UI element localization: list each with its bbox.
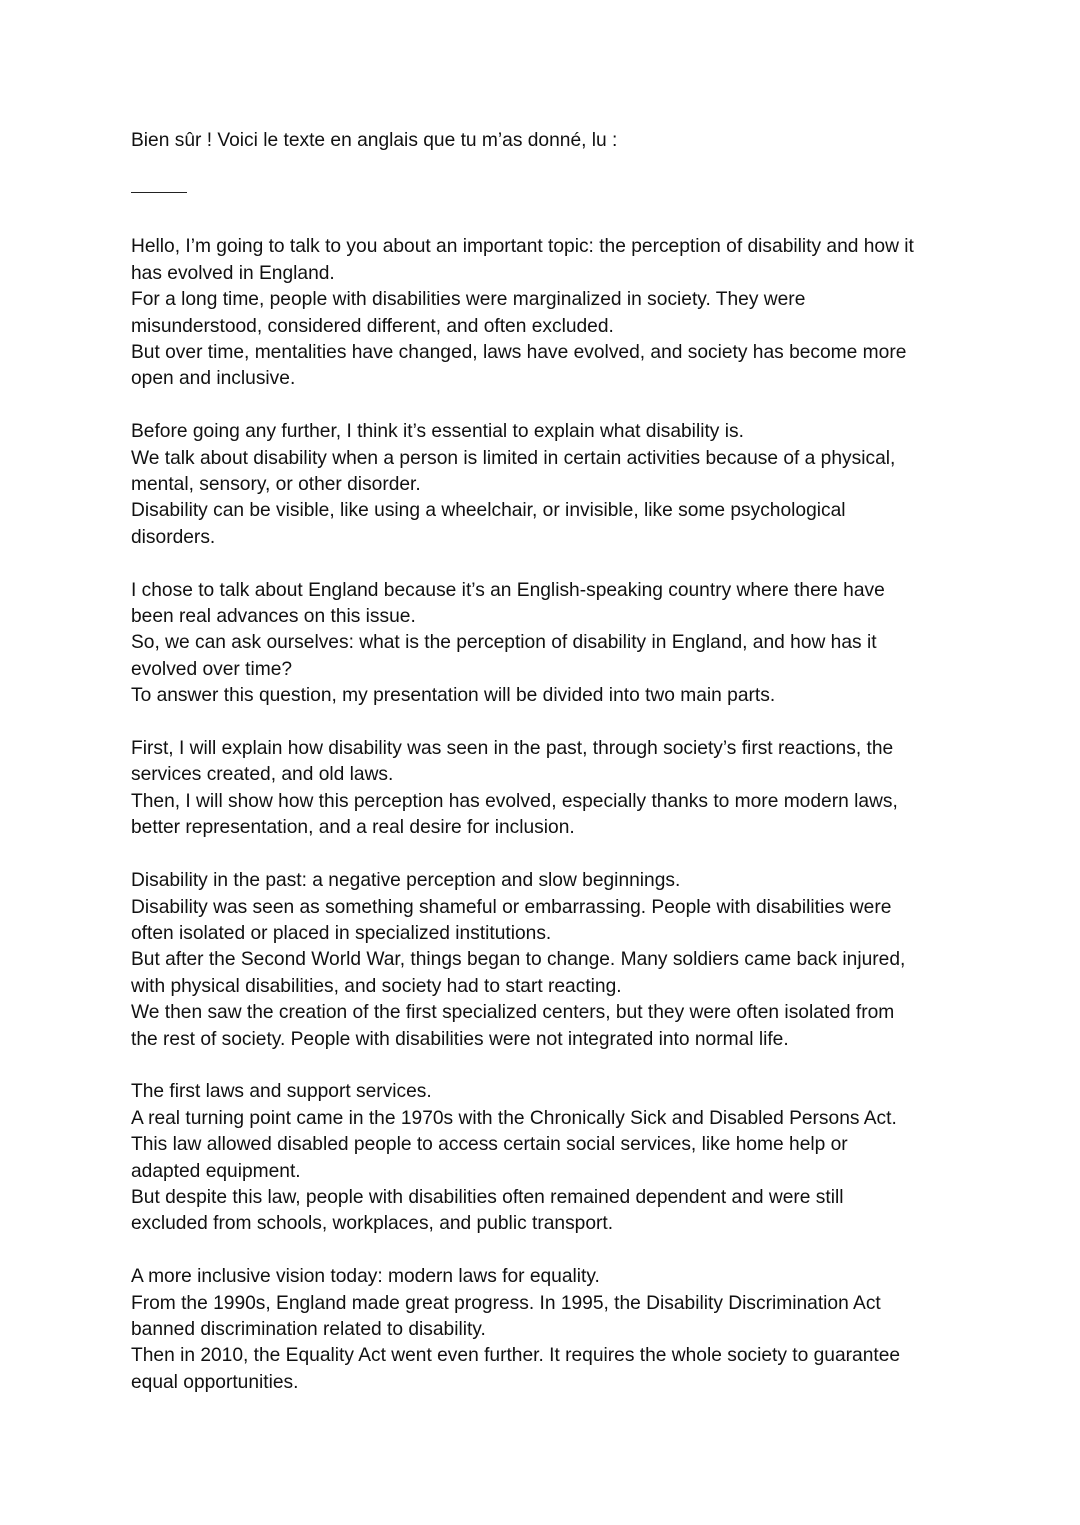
text-line: A real turning point came in the 1970s with the Chronically Sick and Disabled Persons Act. [131, 1107, 897, 1129]
spacer [131, 193, 961, 234]
paragraph-2 [131, 419, 961, 551]
paragraph-6 [131, 1079, 961, 1237]
text-line: Disability can be visible, like using a wheelchair, or invisible, like some psychological [131, 500, 846, 522]
text-line: Then in 2010, the Equality Act went even further. It requires the whole society to guarantee [131, 1345, 901, 1367]
text-line: I chose to talk about England because it’s an English-speaking country where there have [131, 579, 885, 601]
paragraph-4 [131, 736, 961, 842]
text-line: been real advances on this issue. [131, 606, 416, 628]
text-line: So, we can ask ourselves: what is the perception of disability in England, and how has it [131, 632, 877, 654]
paragraph-5 [131, 868, 961, 1053]
paragraph-gap [131, 1238, 961, 1264]
text-line: We then saw the creation of the first specialized centers, but they were often isolated from [131, 1002, 895, 1024]
text-line: better representation, and a real desire for inclusion. [131, 817, 575, 839]
text-line: From the 1990s, England made great progress. In 1995, the Disability Discrimination Act [131, 1292, 881, 1314]
intro-line: Bien sûr ! Voici le texte en anglais que tu m’as donné, lu : [131, 130, 618, 151]
text-line: misunderstood, considered different, and often excluded. [131, 315, 614, 337]
text-line: The first laws and support services. [131, 1081, 432, 1103]
text-line: This law allowed disabled people to access certain social services, like home help or [131, 1134, 848, 1156]
text-line: banned discrimination related to disability. [131, 1318, 486, 1340]
paragraph-7 [131, 1264, 961, 1396]
document-page [131, 128, 961, 1396]
paragraph-gap [131, 1053, 961, 1079]
text-line: For a long time, people with disabilities were marginalized in society. They were [131, 289, 806, 311]
text-line: the rest of society. People with disabilities were not integrated into normal life. [131, 1028, 789, 1050]
text-line: But despite this law, people with disabilities often remained dependent and were still [131, 1186, 844, 1208]
paragraph-gap [131, 551, 961, 577]
text-line: equal opportunities. [131, 1371, 299, 1393]
text-line: evolved over time? [131, 658, 293, 680]
text-line: mental, sensory, or other disorder. [131, 474, 421, 496]
text-line: Before going any further, I think it’s essential to explain what disability is. [131, 421, 744, 443]
text-line: with physical disabilities, and society had to start reacting. [131, 975, 622, 997]
text-line: Hello, I’m going to talk to you about an important topic: the perception of disability and how it [131, 236, 914, 258]
text-line: Disability in the past: a negative perception and slow beginnings. [131, 870, 681, 892]
text-line: excluded from schools, workplaces, and public transport. [131, 1213, 614, 1235]
text-line: open and inclusive. [131, 368, 296, 390]
text-line: We talk about disability when a person is limited in certain activities because of a physical, [131, 447, 896, 469]
body-paragraphs [131, 234, 961, 1396]
text-line: A more inclusive vision today: modern laws for equality. [131, 1266, 600, 1288]
paragraph-3 [131, 578, 961, 710]
text-line: disorders. [131, 526, 216, 548]
text-line: First, I will explain how disability was seen in the past, through society’s first reactions, the [131, 738, 894, 760]
text-line: adapted equipment. [131, 1160, 301, 1182]
text-line: But after the Second World War, things began to change. Many soldiers came back injured, [131, 949, 906, 971]
paragraph-gap [131, 842, 961, 868]
text-line: services created, and old laws. [131, 764, 394, 786]
text-line: Disability was seen as something shameful or embarrassing. People with disabilities were [131, 896, 892, 918]
text-line: has evolved in England. [131, 262, 335, 284]
paragraph-gap [131, 393, 961, 419]
paragraph-1 [131, 234, 961, 392]
paragraph-gap [131, 710, 961, 736]
text-line: To answer this question, my presentation will be divided into two main parts. [131, 685, 776, 707]
text-line: But over time, mentalities have changed, laws have evolved, and society has become more [131, 342, 907, 364]
text-line: often isolated or placed in specialized institutions. [131, 922, 552, 944]
text-line: Then, I will show how this perception has evolved, especially thanks to more modern laws, [131, 790, 898, 812]
